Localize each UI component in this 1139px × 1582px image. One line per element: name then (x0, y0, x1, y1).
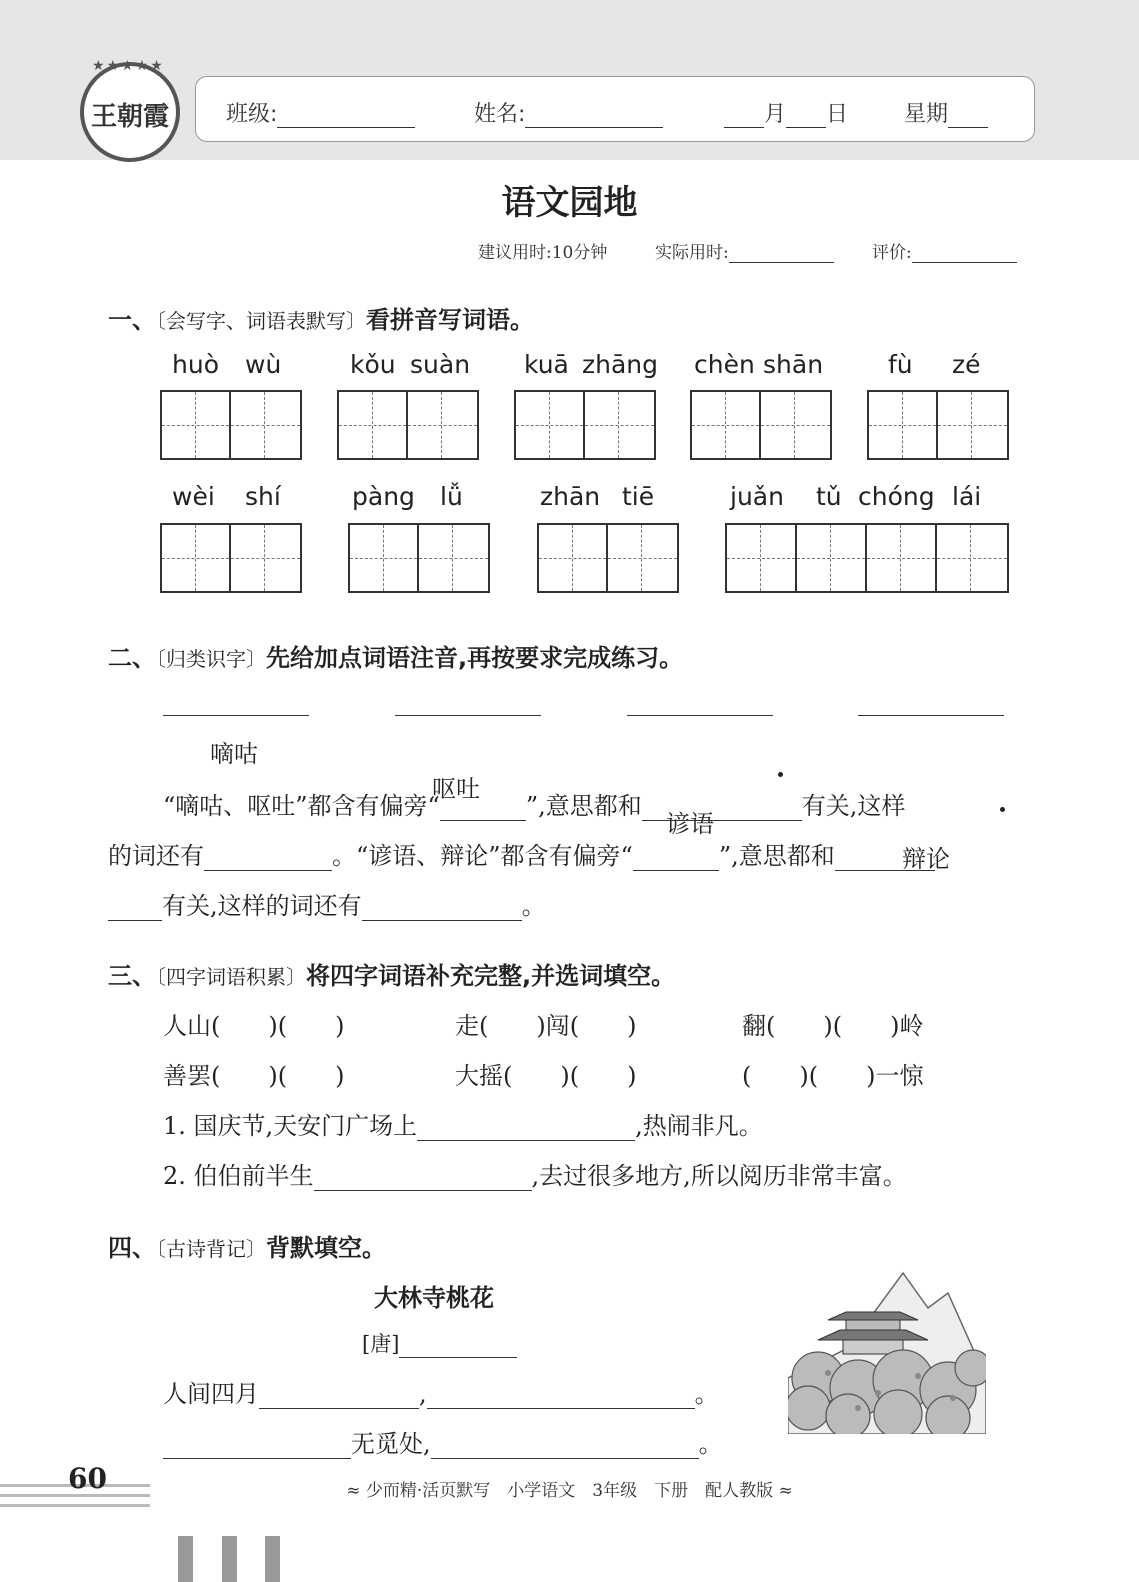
pinyin-kou: kǒu (350, 350, 396, 379)
pinyin-tu: tǔ (816, 482, 842, 511)
pinyin-answer-line-3[interactable] (627, 715, 773, 716)
pinyin-tie: tiē (622, 482, 655, 511)
fill-question-2: 2. 伯伯前半生 ,去过很多地方,所以阅历非常丰富。 (163, 1162, 907, 1190)
pinyin-chen: chèn (694, 350, 755, 379)
footer-wave-line-3 (0, 1504, 150, 1507)
section2-para-line3: 有关,这样的词还有 。 (108, 886, 546, 921)
writing-grid-weishi[interactable] (160, 523, 302, 593)
section4-heading: 四、〔古诗背记〕背默填空。 (108, 1234, 386, 1262)
fill-blank-2[interactable] (314, 1166, 532, 1191)
section2-para-line1: “嘀咕、呕吐”都含有偏旁“ ”,意思都和 有关,这样 (163, 792, 906, 820)
date-field[interactable]: 月 日 (724, 97, 848, 128)
pinyin-zhang: zhāng (582, 350, 659, 379)
section2-para-line2: 的词还有 。“谚语、辩论”都含有偏旁“ ”,意思都和 (108, 836, 935, 871)
footer-bar-1 (178, 1536, 193, 1582)
pinyin-answer-line-4[interactable] (858, 715, 1004, 716)
pinyin-suan: suàn (410, 350, 471, 379)
example-blank-2[interactable] (362, 896, 522, 921)
writing-grid-chenshan[interactable] (690, 390, 832, 460)
pinyin-pang: pàng (352, 482, 415, 511)
footer-bar-2 (222, 1536, 237, 1582)
poem-title: 大林寺桃花 (374, 1284, 494, 1312)
temple-peach-blossom-illustration (788, 1268, 986, 1434)
pinyin-ze: zé (952, 350, 981, 379)
pinyin-juan: juǎn (730, 482, 784, 511)
page-number: 60 (68, 1462, 107, 1495)
suggested-time: 建议用时:10分钟 (478, 243, 608, 263)
student-info-box (195, 76, 1035, 142)
dotted-word-outu: 呕吐 (432, 769, 1139, 804)
pinyin-answer-line-2[interactable] (395, 715, 541, 716)
pinyin-shan: shān (763, 350, 824, 379)
section1-heading: 一、〔会写字、词语表默写〕看拼音写词语。 (108, 306, 534, 334)
example-blank-1[interactable] (204, 846, 332, 871)
writing-grid-kuazhang[interactable] (514, 390, 656, 460)
pinyin-fu: fù (888, 350, 913, 379)
actual-time-field[interactable]: 实际用时: (655, 238, 834, 263)
weekday-field[interactable]: 星期 (904, 97, 988, 128)
logo-text: 王朝霞 (90, 102, 169, 132)
radical-blank-2[interactable] (633, 846, 719, 871)
fill-blank-1[interactable] (417, 1116, 635, 1141)
poem-author-field: [唐] (362, 1328, 517, 1358)
pinyin-zhan: zhān (540, 482, 601, 511)
poem-blank-3[interactable] (163, 1434, 351, 1459)
poem-blank-4[interactable] (431, 1434, 699, 1459)
dotted-word-bianlun: 辩论 (902, 839, 1139, 874)
dotted-word-digu: 嘀咕 (210, 734, 1139, 769)
writing-grid-zhantie[interactable] (537, 523, 679, 593)
pinyin-shi: shí (245, 482, 281, 511)
page-title: 语文园地 (501, 183, 638, 223)
pinyin-huo: huò (172, 350, 219, 379)
footer-bar-3 (265, 1536, 280, 1582)
evaluation-field[interactable]: 评价: (872, 238, 1017, 263)
pinyin-chong: chóng (858, 482, 935, 511)
section3-heading: 三、〔四字词语积累〕将四字词语补充完整,并选词填空。 (108, 962, 676, 990)
poem-line-1: 人间四月 , 。 (163, 1380, 719, 1408)
radical-blank-1[interactable] (440, 796, 526, 821)
pinyin-lai: lái (952, 482, 982, 511)
writing-grid-fuze[interactable] (867, 390, 1009, 460)
pinyin-answer-line-1[interactable] (163, 715, 309, 716)
pinyin-wei: wèi (172, 482, 215, 511)
writing-grid-juantuchonglai[interactable] (725, 523, 1009, 593)
publisher-logo (80, 58, 180, 162)
dotted-word-yanyu: 谚语 (666, 804, 1139, 839)
idiom-yijing[interactable]: ( )( )一惊 (742, 1062, 924, 1090)
poem-line-2: 无觅处, 。 (163, 1424, 723, 1459)
idiom-renshan[interactable]: 人山( )( ) (163, 1012, 345, 1040)
writing-grid-panglv[interactable] (348, 523, 490, 593)
footer-text: ≈ 少而精·活页默写 小学语文 3年级 下册 配人教版 ≈ (346, 1481, 793, 1501)
pinyin-wu: wù (245, 350, 282, 379)
meaning-blank-1[interactable] (642, 796, 802, 821)
idiom-shanba[interactable]: 善罢( )( ) (163, 1062, 345, 1090)
logo-stars-icon: ★★★★★ (92, 58, 165, 74)
fill-question-1: 1. 国庆节,天安门广场上 ,热闹非凡。 (163, 1112, 763, 1140)
idiom-fanling[interactable]: 翻( )( )岭 (742, 1012, 924, 1040)
idiom-dayao[interactable]: 大摇( )( ) (455, 1062, 637, 1090)
class-field[interactable]: 班级: (226, 97, 415, 128)
pinyin-lv: lǚ (440, 482, 463, 511)
writing-grid-kousuan[interactable] (337, 390, 479, 460)
pinyin-kua: kuā (524, 350, 569, 379)
poem-blank-2[interactable] (427, 1384, 695, 1409)
author-blank[interactable] (399, 1335, 517, 1358)
name-field[interactable]: 姓名: (474, 97, 663, 128)
section2-heading: 二、〔归类识字〕先给加点词语注音,再按要求完成练习。 (108, 644, 684, 672)
writing-grid-huowu[interactable] (160, 390, 302, 460)
idiom-zouchuang[interactable]: 走( )闯( ) (455, 1012, 637, 1040)
meaning-blank-2[interactable] (835, 846, 935, 871)
poem-blank-1[interactable] (259, 1384, 419, 1409)
meaning-blank-2-cont[interactable] (108, 896, 162, 921)
